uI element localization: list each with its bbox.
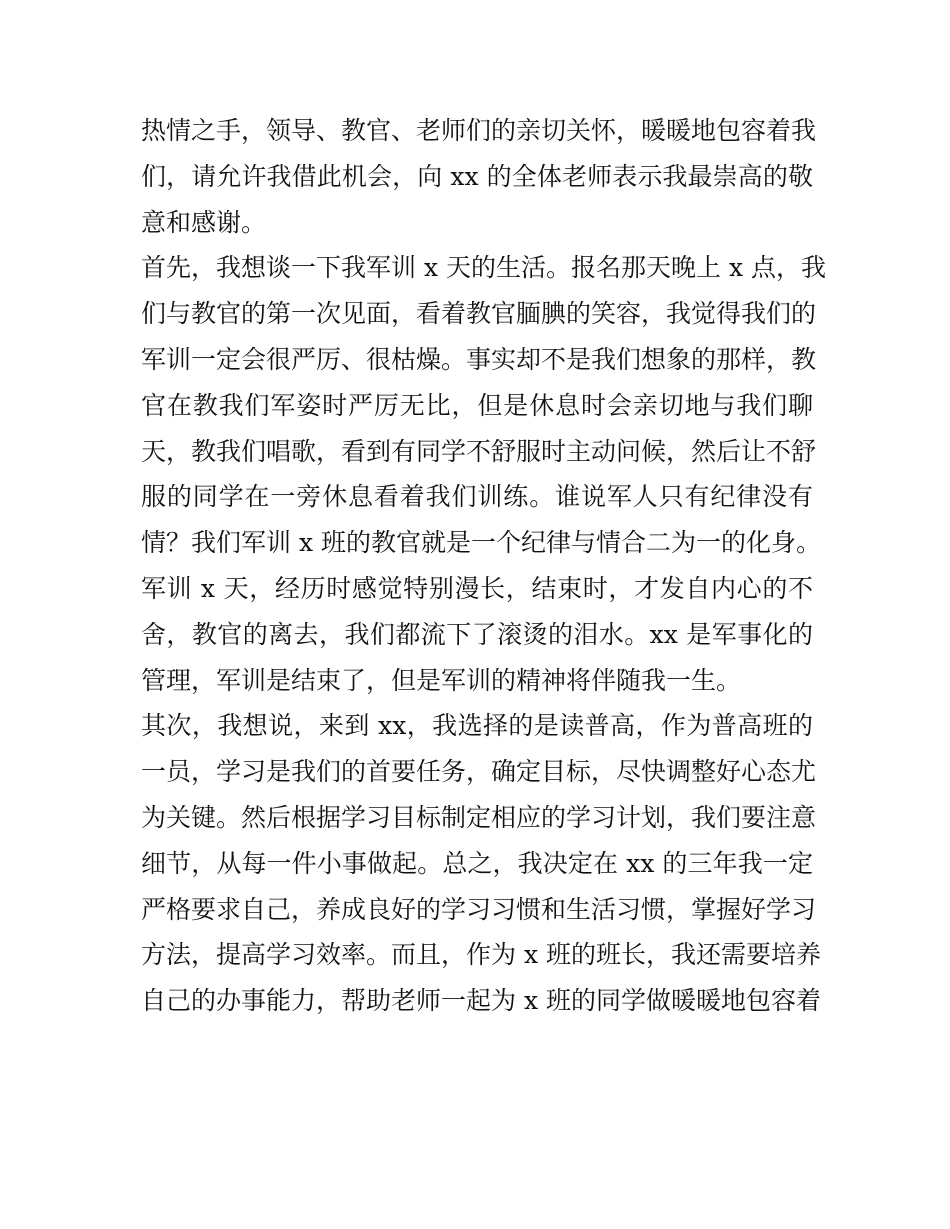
text-line: 官在教我们军姿时严厉无比，但是休息时会亲切地与我们聊: [141, 390, 813, 420]
text-line: 服的同学在一旁休息看着我们训练。谁说军人只有纪律没有: [141, 482, 813, 512]
paragraph-3: [141, 703, 821, 1024]
text-line: 一员，学习是我们的首要任务，确定目标，尽快调整好心态尤: [141, 757, 817, 787]
text-line: 严格要求自己，养成良好的学习习惯和生活习惯，掌握好学习: [141, 894, 817, 924]
text-line: 军训 x 天，经历时感觉特别漫长，结束时，才发自内心的不: [141, 573, 813, 603]
text-line: 首先，我想谈一下我军训 x 天的生活。报名那天晚上 x 点，我: [141, 253, 826, 283]
text-line: 方法，提高学习效率。而且，作为 x 班的班长，我还需要培养: [141, 940, 821, 970]
paragraph-1: [141, 108, 817, 245]
text-line: 其次，我想说，来到 xx，我选择的是读普高，作为普高班的: [141, 711, 813, 741]
text-line: 情？我们军训 x 班的教官就是一个纪律与情合二为一的化身。: [141, 528, 821, 558]
text-line: 管理，军训是结束了，但是军训的精神将伴随我一生。: [141, 665, 742, 695]
text-line: 意和感谢。: [141, 207, 267, 237]
text-line: 舍，教官的离去，我们都流下了滚烫的泪水。xx 是军事化的: [141, 619, 813, 649]
text-line: 自己的办事能力，帮助老师一起为 x 班的同学做暖暖地包容着: [141, 986, 821, 1016]
text-line: 们，请允许我借此机会，向 xx 的全体老师表示我最崇高的敬: [141, 161, 813, 191]
text-line: 细节，从每一件小事做起。总之，我决定在 xx 的三年我一定: [141, 848, 813, 878]
text-line: 为关键。然后根据学习目标制定相应的学习计划，我们要注意: [141, 802, 817, 832]
paragraph-2: [141, 245, 826, 703]
text-line: 们与教官的第一次见面，看着教官腼腆的笑容，我觉得我们的: [141, 299, 817, 329]
text-line: 军训一定会很严厉、很枯燥。事实却不是我们想象的那样，教: [141, 344, 817, 374]
text-line: 天，教我们唱歌，看到有同学不舒服时主动问候，然后让不舒: [141, 436, 817, 466]
document-body: [141, 108, 826, 1024]
text-line: 热情之手，领导、教官、老师们的亲切关怀，暖暖地包容着我: [141, 116, 817, 145]
